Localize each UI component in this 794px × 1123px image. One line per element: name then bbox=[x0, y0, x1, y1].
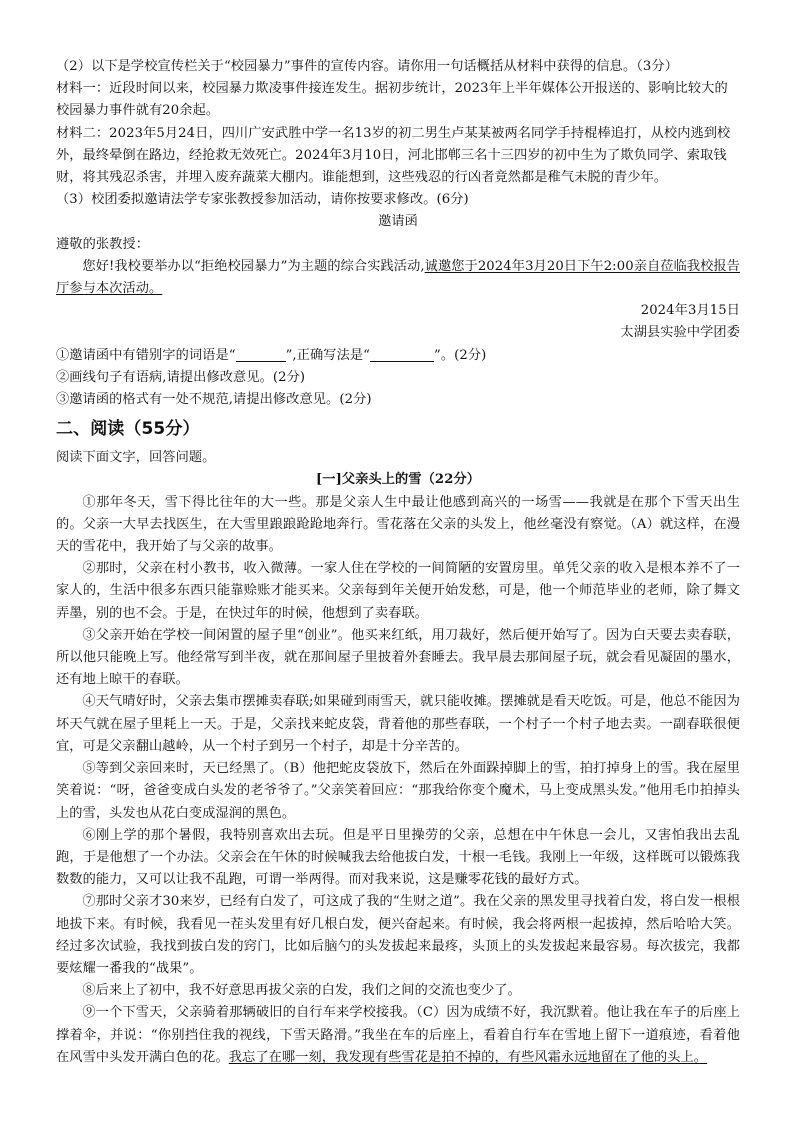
letter-date: 2024年3月15日 bbox=[640, 303, 740, 319]
material-1: 材料一：近段时间以来，校园暴力欺凌事件接连发生。据初步统计，2023年上半年媒体公开报送的、影响比较大的校园暴力事件就有20余起。 bbox=[56, 81, 728, 119]
sub-question-1: ①邀请函中有错别字的词语是“ ”,正确写法是“ ”。(2分) bbox=[56, 347, 487, 363]
answer-blank-1[interactable] bbox=[236, 347, 286, 362]
answer-blank-2[interactable] bbox=[370, 347, 434, 362]
passage-paragraph-5: ⑤等到父亲回来时，天已经黑了。（B）他把蛇皮袋放下，然后在外面跺掉脚上的雪，拍打掉身上的雪。我在屋里笑着说：“呀，爸爸变成白头发的老爷爷了。”父亲笑着回应：“那我给你变个魔术，马上变成黑头发。”他用毛巾拍掉头上的雪，头发也从花白变成湿润的黑色。 bbox=[56, 761, 740, 821]
letter-body-text: 您好!我校要举办以“拒绝校园暴力”为主题的综合实践活动, bbox=[82, 258, 425, 274]
passage-title: [一]父亲头上的雪（22分） bbox=[315, 472, 481, 488]
question-2-prompt: （2）以下是学校宣传栏关于“校园暴力”事件的宣传内容。请你用一句话概括从材料中获得的信息。（3分） bbox=[56, 59, 678, 74]
letter-body bbox=[56, 256, 740, 300]
passage-paragraph-4: ④天气晴好时，父亲去集市摆摊卖春联;如果碰到雨雪天，就只能收摊。摆摊就是看天吃饭。可是，他总不能因为坏天气就在屋子里耗上一天。于是，父亲找来蛇皮袋，背着他的那些春联，一个村子一个村子地去卖。一副春联很便宜，可是父亲翻山越岭，从一个村子到另一个村子，却是十分辛苦的。 bbox=[56, 694, 740, 754]
letter-title: 邀请函 bbox=[378, 214, 418, 230]
exam-page bbox=[56, 56, 740, 1069]
question-3-prompt: （3）校团委拟邀请法学专家张教授参加活动，请你按要求修改。(6分) bbox=[56, 192, 469, 208]
passage-paragraph-9: ⑨一个下雪天，父亲骑着那辆破旧的自行车来学校接我。（C）因为成绩不好，我沉默着。他让我在车子的后座上撑着伞，并说：“你别挡住我的视线，下雪天路滑。”我坐在车的后座上，看着自行车在雪地上留下一道痕迹，看着他在风雪中头发开满白色的花。我忘了在哪一刻，我发现有些雪花是拍不掉的，有些风霜永远地留在了他的头上。 bbox=[56, 1005, 740, 1065]
passage-paragraph-7: ⑦那时父亲才30来岁，已经有白发了，可这成了我的“生财之道”。我在父亲的黑发里寻找着白发，将白发一根根地拔下来。有时候，我看见一茬头发里有好几根白发，便兴奋起来。有时候，我会将两根一起拔掉，然后哈哈大笑。经过多次试验，我找到拔白发的窍门，比如后脑勺的头发拔起来最疼，头顶上的头发拔起来最容易。每次拔完，我都要炫耀一番我的“战果”。 bbox=[56, 894, 740, 976]
letter-underlined-sentence: 诚邀您于2024年3月20日下午2:00亲自莅临我校报告厅参与本次活动。 bbox=[56, 258, 741, 297]
section-heading: 二、阅读（55分） bbox=[56, 419, 200, 440]
material-2: 材料二：2023年5月24日，四川广安武胜中学一名13岁的初二男生卢某某被两名同学手持棍棒追打，从校内逃到校外，最终晕倒在路边，经抢救无效死亡。2024年3月10日，河北邯郸三名十三四岁的初中生为了欺负同学、索取钱财，将其残忍杀害，并埋入废弃蔬菜大棚内。谁能想到，这些残忍的行凶者竟然都是稚气未脱的青少年。 bbox=[56, 125, 731, 186]
invitation-letter bbox=[56, 211, 740, 344]
passage-paragraph-2: ②那时，父亲在村小教书，收入微薄。一家人住在学校的一间简陋的安置房里。单凭父亲的收入是根本养不了一家人的，生活中很多东西只能靠赊账才能买来。父亲每到年关便开始发愁，可是，他一个师范毕业的老师，除了舞文弄墨，别的也不会。于是，在快过年的时候，他想到了卖春联。 bbox=[56, 561, 740, 621]
sub-question-3: ③邀请函的格式有一处不规范,请提出修改意见。(2分) bbox=[56, 392, 372, 408]
passage-paragraph-6: ⑥刚上学的那个暑假，我特别喜欢出去玩。但是平日里操劳的父亲，总想在中午休息一会儿，又害怕我出去乱跑，于是他想了一个办法。父亲会在午休的时候喊我去给他拔白发，十根一毛钱。我刚上一年级，这样既可以锻炼我数数的能力，又可以让我不乱跑，可谓一举两得。而对我来说，这是赚零花钱的最好方式。 bbox=[56, 827, 740, 888]
letter-signature: 太湖县实验中学团委 bbox=[620, 325, 740, 341]
sub-question-2: ②画线句子有语病,请提出修改意见。(2分) bbox=[56, 369, 306, 385]
letter-salutation: 遵敬的张教授： bbox=[56, 236, 150, 252]
passage-paragraph-3: ③父亲开始在学校一间闲置的屋子里“创业”。他买来红纸，用刀裁好，然后便开始写了。因为白天要去卖春联，所以他只能晚上写。他经常写到半夜，就在那间屋子里披着外套睡去。我早晨去那间屋子玩，就会看见凝固的墨水，还有地上晾干的春联。 bbox=[56, 627, 740, 688]
passage-paragraph-1: ①那年冬天，雪下得比往年的大一些。那是父亲人生中最让他感到高兴的一场雪——我就是在那个下雪天出生的。父亲一大早去找医生，在大雪里踉踉跄跄地奔行。雪花落在父亲的头发上，他丝毫没有察觉。（A）就这样，在漫天的雪花中，我开始了与父亲的故事。 bbox=[56, 494, 740, 555]
underlined-sentence: 我忘了在哪一刻，我发现有些雪花是拍不掉的，有些风霜永远地留在了他的头上。 bbox=[228, 1049, 708, 1065]
passage-paragraph-8: ⑧后来上了初中，我不好意思再拔父亲的白发，我们之间的交流也变少了。 bbox=[82, 983, 521, 999]
reading-instruction: 阅读下面文字，回答问题。 bbox=[56, 450, 216, 466]
